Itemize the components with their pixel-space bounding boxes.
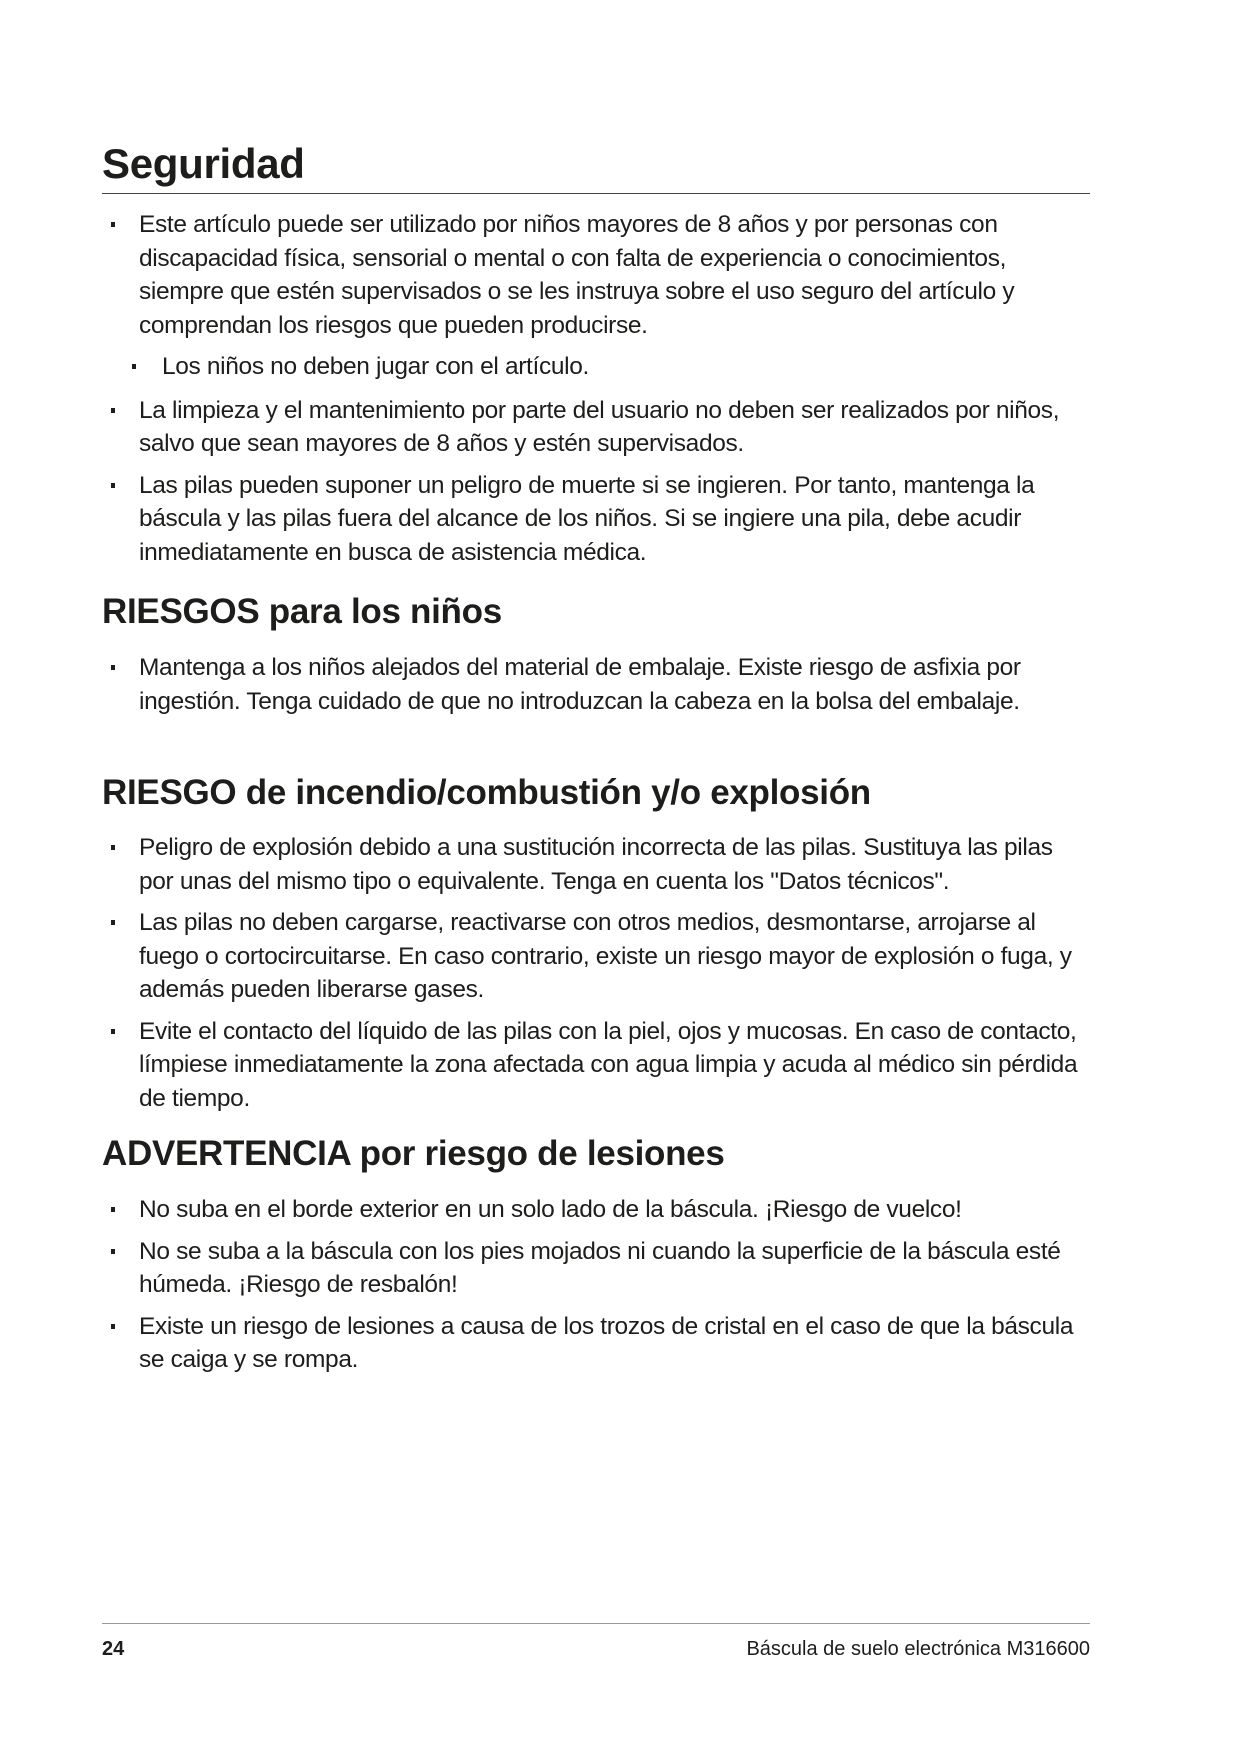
document-title: Báscula de suelo electrónica M316600: [746, 1638, 1090, 1660]
bullet-icon: [111, 1207, 115, 1212]
bullet-icon: [111, 1324, 115, 1329]
item-text: Peligro de explosión debido a una sustitución incorrecta de las pilas. Sustituya las pilas por unas del mismo tipo o equivalente. Tenga en cuenta los "Datos técnicos".: [139, 834, 1053, 895]
ninos-list: [102, 651, 1090, 726]
list-item: [102, 831, 1090, 898]
section-heading-lesiones: ADVERTENCIA por riesgo de lesiones: [102, 1134, 725, 1173]
list-item: [102, 350, 1090, 384]
item-text: No se suba a la báscula con los pies mojados ni cuando la superficie de la báscula esté húmeda. ¡Riesgo de resbalón!: [139, 1237, 1061, 1298]
item-text: Mantenga a los niños alejados del material de embalaje. Existe riesgo de asfixia por ingestión. Tenga cuidado de que no introduzcan la cabeza en la bolsa del embalaje.: [139, 654, 1021, 715]
bullet-icon: [111, 845, 115, 850]
item-text: Existe un riesgo de lesiones a causa de los trozos de cristal en el caso de que la báscula se caiga y se rompa.: [139, 1312, 1074, 1373]
bullet-icon: [111, 665, 115, 670]
item-text: No suba en el borde exterior en un solo lado de la báscula. ¡Riesgo de vuelco!: [139, 1196, 962, 1223]
list-item: [102, 1235, 1090, 1302]
page-title: Seguridad: [102, 140, 305, 187]
list-item: [102, 906, 1090, 1007]
item-text: La limpieza y el mantenimiento por parte del usuario no deben ser realizados por niños, salvo que sean mayores de 8 años y estén supervisados.: [139, 396, 1060, 457]
bullet-icon: [111, 920, 115, 925]
footer-divider: [102, 1623, 1090, 1624]
item-text: Las pilas no deben cargarse, reactivarse con otros medios, desmontarse, arrojarse al fuego o cortocircuitarse. En caso contrario, existe un riesgo mayor de explosión o fuga, y además pueden liberarse gases.: [139, 909, 1072, 1003]
section-heading-ninos: RIESGOS para los niños: [102, 592, 502, 631]
bullet-icon: [132, 364, 136, 369]
bullet-icon: [111, 1029, 115, 1034]
bullet-icon: [111, 408, 115, 413]
incendio-list: [102, 831, 1090, 1123]
list-item: [102, 1193, 1090, 1227]
item-text: Los niños no deben jugar con el artículo.: [162, 353, 589, 380]
list-item: [102, 651, 1090, 718]
seguridad-list: [102, 208, 1090, 577]
list-item: [102, 1015, 1090, 1116]
manual-page: [102, 0, 1090, 1754]
item-text: Este artículo puede ser utilizado por niños mayores de 8 años y por personas con discapacidad física, sensorial o mental o con falta de experiencia o conocimientos, siempre que estén supervisados o se les instruya sobre el uso seguro del artículo y comprendan los riesgos que pueden producirse.: [139, 211, 1015, 339]
bullet-icon: [111, 1249, 115, 1254]
bullet-icon: [111, 483, 115, 488]
section-heading-incendio: RIESGO de incendio/combustión y/o explosión: [102, 773, 871, 812]
list-item: [102, 1310, 1090, 1377]
item-text: Las pilas pueden suponer un peligro de muerte si se ingieren. Por tanto, mantenga la báscula y las pilas fuera del alcance de los niños. Si se ingiere una pila, debe acudir inmediatamente en busca de asistencia médica.: [139, 471, 1035, 566]
list-item: [102, 394, 1090, 461]
bullet-icon: [111, 222, 115, 227]
lesiones-list: [102, 1193, 1090, 1385]
list-item: [102, 208, 1090, 342]
page-number: 24: [102, 1638, 125, 1660]
item-text: Evite el contacto del líquido de las pilas con la piel, ojos y mucosas. En caso de contacto, límpiese inmediatamente la zona afectada con agua limpia y acuda al médico sin pérdida de tiempo.: [139, 1017, 1078, 1112]
list-item: [102, 469, 1090, 570]
title-divider: [102, 193, 1090, 194]
